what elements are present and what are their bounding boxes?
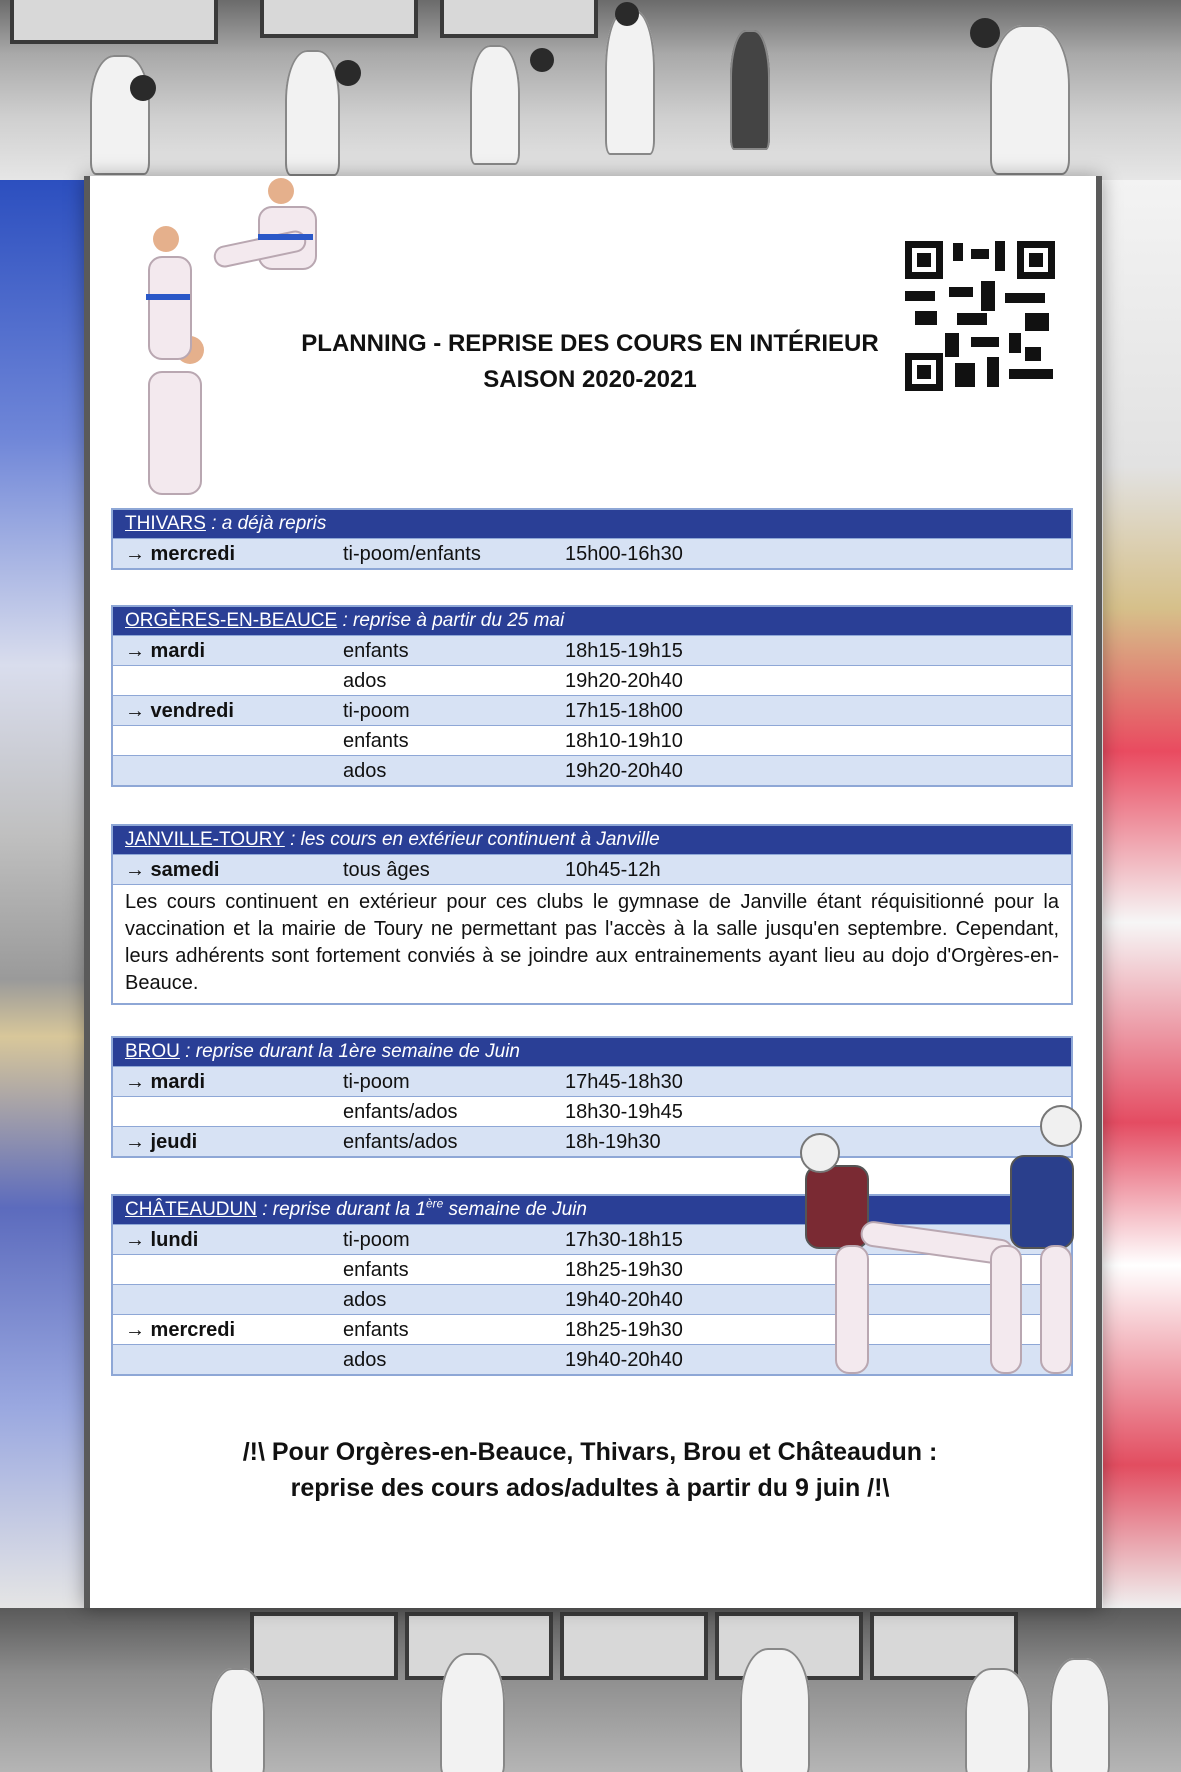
table-row xyxy=(113,755,1071,785)
group-cell: ados xyxy=(343,670,387,692)
time-cell: 19h40-20h40 xyxy=(565,1349,683,1371)
group-cell: ados xyxy=(343,1289,387,1311)
group-cell: ti-poom xyxy=(343,1071,410,1093)
group-cell: enfants xyxy=(343,1259,409,1281)
sparring-illustration xyxy=(775,1105,1095,1380)
dojo-window xyxy=(440,0,598,38)
table-row xyxy=(113,1066,1071,1096)
location-note: : reprise durant la 1ère semaine de Juin xyxy=(256,1196,587,1220)
right-decorative-band xyxy=(1103,180,1181,1608)
day-cell: → mardi xyxy=(125,640,206,662)
day-cell xyxy=(113,756,343,785)
day-cell xyxy=(113,1345,343,1374)
table-row xyxy=(113,635,1071,665)
day-cell xyxy=(113,726,343,755)
location-note: : reprise durant la 1ère semaine de Juin xyxy=(179,1041,520,1062)
day-cell xyxy=(113,1097,343,1126)
info-paragraph: Les cours continuent en extérieur pour ces clubs le gymnase de Janville étant réquisitionné pour la vaccination et la mairie de Toury ne permettant pas l'accès à la salle jusqu'en septembre. Cependant, leurs adhérents sont fortement conviés à se joindre aux entrainements ayant lieu au dojo d'Orgères-en-Beauce. xyxy=(113,884,1071,1003)
athlete-leg xyxy=(1040,1245,1072,1374)
student xyxy=(740,1648,810,1772)
dojo-window xyxy=(560,1612,708,1680)
title-line-1: PLANNING - REPRISE DES COURS EN INTÉRIEUR xyxy=(301,330,879,357)
page-title xyxy=(300,326,880,398)
student xyxy=(210,1668,265,1772)
location-name: BROU xyxy=(125,1041,180,1062)
day-cell: → mardi xyxy=(125,1071,206,1093)
left-decorative-band xyxy=(0,180,84,1608)
blue-chest-protector xyxy=(1010,1155,1074,1249)
group-cell: enfants xyxy=(343,640,409,662)
athlete-bowing xyxy=(470,45,520,165)
schedule-table-thivars xyxy=(111,508,1073,570)
day-cell: → jeudi xyxy=(125,1131,198,1153)
footer-line-2: reprise des cours ados/adultes à partir du 9 juin /!\ xyxy=(290,1474,890,1502)
time-cell: 15h00-16h30 xyxy=(565,543,683,565)
athlete-bowing xyxy=(90,55,150,175)
helmet xyxy=(800,1133,840,1173)
day-cell: → mercredi xyxy=(125,1319,236,1341)
title-line-2: SAISON 2020-2021 xyxy=(483,366,697,393)
location-name: JANVILLE-TOURY xyxy=(125,829,285,850)
athlete-bowing xyxy=(285,50,340,176)
athlete-leg xyxy=(835,1245,869,1374)
group-cell: tous âges xyxy=(343,859,430,881)
day-cell xyxy=(113,666,343,695)
day-cell: → samedi xyxy=(125,859,220,881)
table-header xyxy=(113,607,1071,635)
athlete-head xyxy=(970,18,1000,48)
time-cell: 10h45-12h xyxy=(565,859,661,881)
time-cell: 19h40-20h40 xyxy=(565,1289,683,1311)
student xyxy=(1050,1658,1110,1772)
athlete-head xyxy=(153,226,179,252)
table-row xyxy=(113,695,1071,725)
table-row xyxy=(113,854,1071,884)
athlete-leg xyxy=(990,1245,1022,1374)
group-cell: enfants/ados xyxy=(343,1101,458,1123)
time-cell: 18h25-19h30 xyxy=(565,1319,683,1341)
athlete-head xyxy=(130,75,156,101)
schedule-table-orgeres xyxy=(111,605,1073,787)
bottom-dojo-photo xyxy=(0,1608,1181,1772)
top-dojo-photo xyxy=(0,0,1181,180)
helmet xyxy=(1040,1105,1082,1147)
dojo-window xyxy=(10,0,218,44)
dojo-window xyxy=(250,1612,398,1680)
location-note: : a déjà repris xyxy=(205,513,327,534)
group-cell: ados xyxy=(343,760,387,782)
time-cell: 17h15-18h00 xyxy=(565,700,683,722)
time-cell: 17h45-18h30 xyxy=(565,1071,683,1093)
table-header xyxy=(113,826,1071,854)
day-cell: → vendredi xyxy=(125,700,234,722)
athlete-head xyxy=(268,178,294,204)
student xyxy=(965,1668,1030,1772)
location-note: : les cours en extérieur continuent à Janville xyxy=(284,829,660,850)
group-cell: enfants xyxy=(343,1319,409,1341)
time-cell: 18h25-19h30 xyxy=(565,1259,683,1281)
athlete-standing xyxy=(605,10,655,155)
location-name: THIVARS xyxy=(125,513,206,534)
athlete-bowing xyxy=(990,25,1070,175)
day-cell: → lundi xyxy=(125,1229,199,1251)
schedule-table-janville-toury xyxy=(111,824,1073,1005)
time-cell: 19h20-20h40 xyxy=(565,760,683,782)
athlete-body xyxy=(148,371,202,495)
time-cell: 19h20-20h40 xyxy=(565,670,683,692)
time-cell: 18h30-19h45 xyxy=(565,1101,683,1123)
table-header xyxy=(113,510,1071,538)
athlete-body xyxy=(148,256,192,360)
group-cell: enfants xyxy=(343,730,409,752)
group-cell: ti-poom xyxy=(343,700,410,722)
time-cell: 18h10-19h10 xyxy=(565,730,683,752)
athlete-belt xyxy=(146,294,190,300)
footer-line-1: /!\ Pour Orgères-en-Beauce, Thivars, Brou et Châteaudun : xyxy=(242,1438,938,1466)
time-cell: 18h15-19h15 xyxy=(565,640,683,662)
group-cell: ados xyxy=(343,1349,387,1371)
group-cell: ti-poom/enfants xyxy=(343,543,481,565)
athlete-belt xyxy=(258,234,313,240)
table-header xyxy=(113,1038,1071,1066)
location-note: : reprise à partir du 25 mai xyxy=(337,610,565,631)
red-chest-protector xyxy=(805,1165,869,1249)
time-cell: 17h30-18h15 xyxy=(565,1229,683,1251)
table-row xyxy=(113,538,1071,568)
qr-code xyxy=(905,241,1055,391)
dojo-window xyxy=(260,0,418,38)
location-name: CHÂTEAUDUN xyxy=(125,1199,257,1220)
athlete-head xyxy=(615,2,639,26)
day-cell xyxy=(113,1285,343,1314)
time-cell: 18h-19h30 xyxy=(565,1131,661,1153)
day-cell xyxy=(113,1255,343,1284)
athlete-head xyxy=(530,48,554,72)
athlete-standing xyxy=(730,30,770,150)
day-cell: → mercredi xyxy=(125,543,236,565)
group-cell: ti-poom xyxy=(343,1229,410,1251)
student xyxy=(440,1653,505,1772)
group-cell: enfants/ados xyxy=(343,1131,458,1153)
table-row xyxy=(113,665,1071,695)
table-row xyxy=(113,725,1071,755)
location-name: ORGÈRES-EN-BEAUCE xyxy=(125,610,338,631)
footer-notice xyxy=(160,1434,1020,1506)
athlete-head xyxy=(335,60,361,86)
